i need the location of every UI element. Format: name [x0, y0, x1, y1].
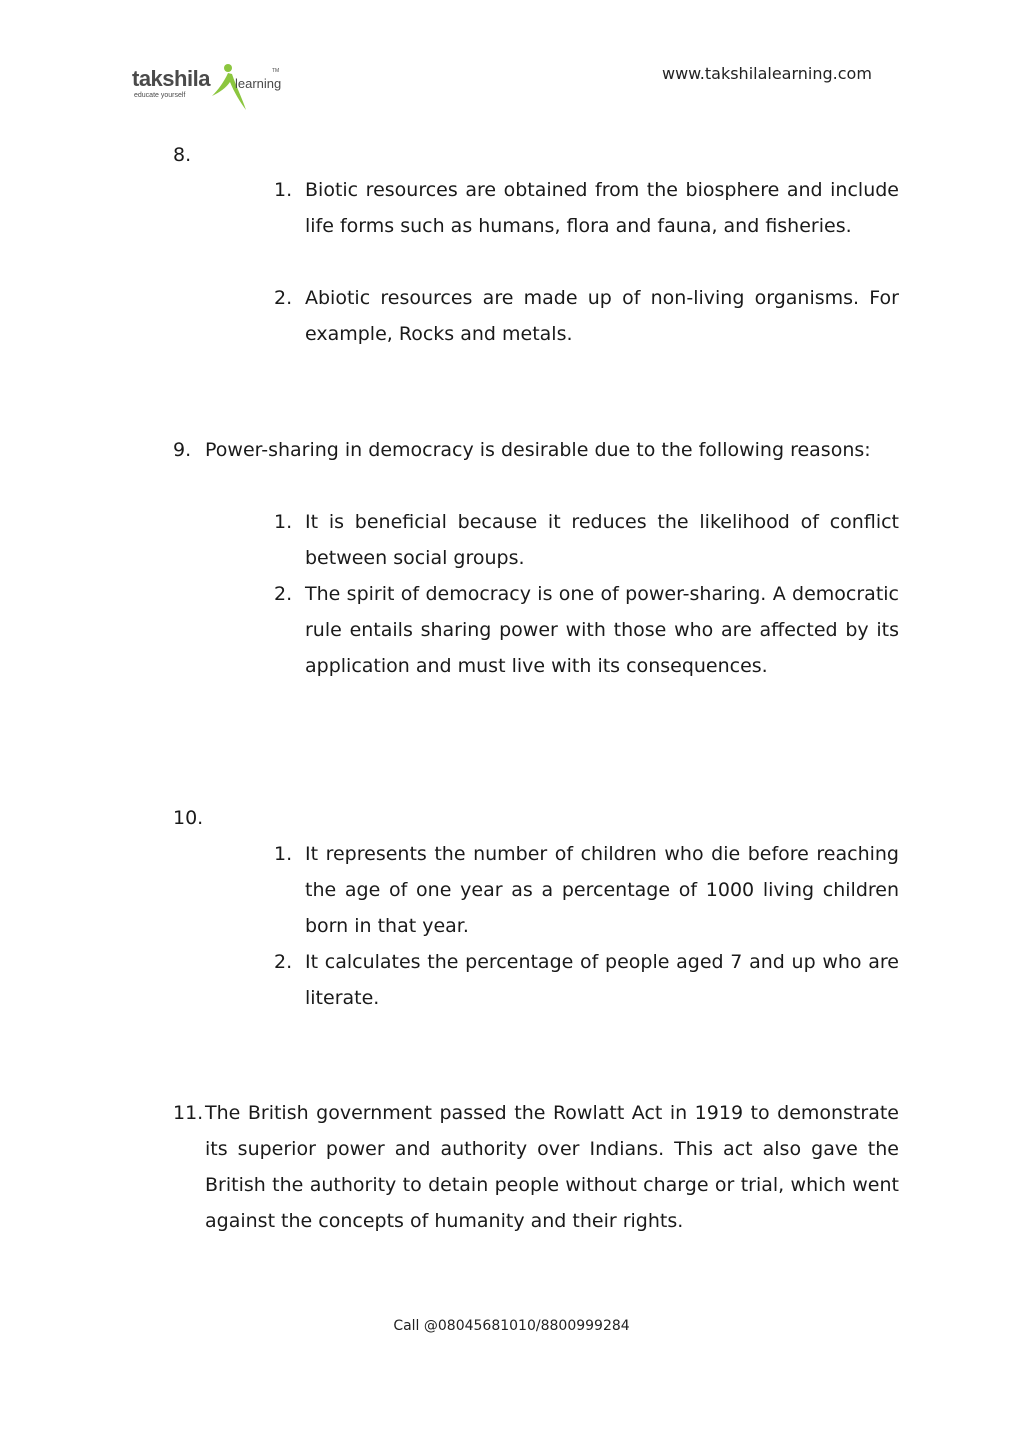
item-number: 2. [274, 287, 293, 309]
question-number: 8. [173, 144, 192, 166]
question-text: Power-sharing in democracy is desirable due to the following reasons: [205, 439, 871, 461]
item-text: Abiotic resources are made up of non-living organisms. For example, Rocks and metals. [305, 287, 899, 345]
footer-contact: Call @08045681010/8800999284 [393, 1318, 630, 1334]
logo-word: takshila [132, 66, 210, 91]
logo-tagline: educate yourself [134, 92, 186, 99]
item-number: 2. [274, 583, 293, 605]
item-text: The spirit of democracy is one of power-sharing. A democratic rule entails sharing power with those who are affected by its application and must live with its consequences. [305, 583, 899, 677]
item-number: 1. [274, 179, 293, 201]
website-url: www.takshilalearning.com [662, 64, 872, 83]
question-text: The British government passed the Rowlatt Act in 1919 to demonstrate its superior power and authority over Indians. This act also gave the British the authority to detain people without charge or trial, which went against the concepts of humanity and their rights. [205, 1102, 899, 1232]
item-number: 1. [274, 511, 293, 533]
logo-learning: learning [235, 76, 282, 91]
item-text: Biotic resources are obtained from the biosphere and include life forms such as humans, flora and fauna, and fisheries. [305, 179, 899, 237]
takshila-logo [130, 58, 290, 112]
question-number: 9. [173, 439, 192, 461]
question-number: 11. [173, 1102, 204, 1124]
item-text: It represents the number of children who die before reaching the age of one year as a percentage of 1000 living children born in that year. [305, 843, 899, 937]
item-number: 1. [274, 843, 293, 865]
item-text: It calculates the percentage of people aged 7 and up who are literate. [305, 951, 899, 1009]
question-number: 10. [173, 807, 204, 829]
item-number: 2. [274, 951, 293, 973]
logo-tm: TM [272, 68, 280, 74]
item-text: It is beneficial because it reduces the likelihood of conflict between social groups. [305, 511, 899, 569]
